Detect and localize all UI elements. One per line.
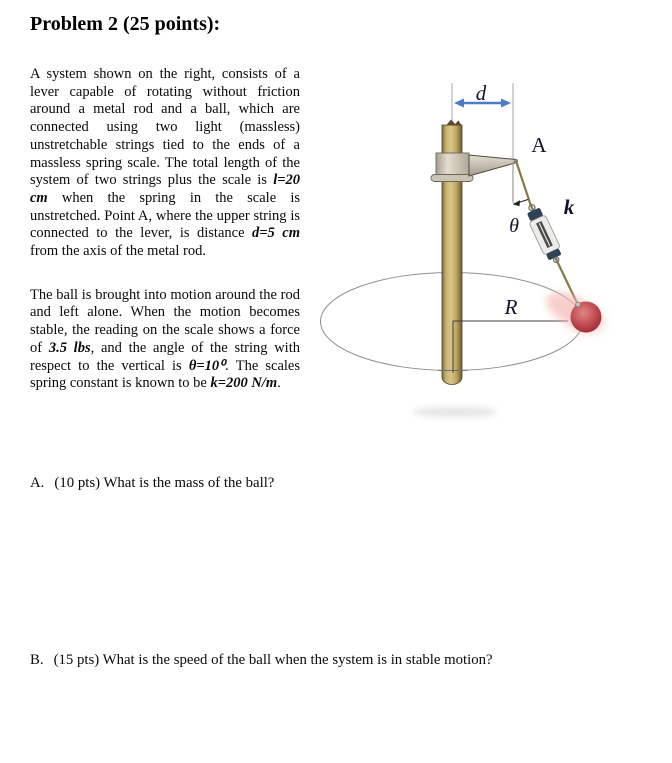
question-b (30, 652, 493, 669)
page-title: Problem 2 (25 points): (30, 13, 221, 35)
problem-description-paragraph-1 (30, 66, 300, 261)
value-scale-force: 3.5 lbs (48, 339, 91, 356)
para1-text-1: A system shown on the right, consists of a lever capable of rotating without friction around a metal rod and a ball, which are connected using two light (massless) unstretchable strings tied to the ends of a massless spring scale. The total length of the system of two strings plus the scale is (30, 66, 300, 189)
value-lever-distance: d=5 cm (252, 225, 300, 242)
rod-shadow (413, 407, 497, 418)
question-a-label: A. (30, 475, 45, 491)
rotating-collar (436, 153, 469, 177)
spring-scale (523, 201, 566, 266)
problem-description-paragraph-2 (30, 287, 300, 393)
question-a (30, 475, 274, 492)
system-figure (315, 60, 672, 430)
para1-text-2: when the spring in the scale is unstretched. Point A, where the upper string is connected to the lever, is distance (30, 189, 300, 242)
question-b-label: B. (30, 652, 44, 668)
para2-text-1: The ball is brought into motion around the rod and left alone. When the motion becomes stable, the reading on the scale shows a force of (30, 286, 300, 356)
question-b-text: (15 pts) What is the speed of the ball when the system is in stable motion? (53, 652, 493, 668)
ball (571, 302, 602, 333)
label-a: A (531, 133, 547, 157)
para2-text-4: . (277, 375, 281, 392)
angle-arrow (513, 200, 529, 207)
value-angle: θ=10⁰ (188, 357, 225, 374)
system-figure-svg (315, 60, 672, 430)
value-total-length: l=20 cm (30, 172, 300, 206)
label-d: d (475, 81, 487, 105)
para2-text-3: . The scales spring constant is known to be (30, 357, 300, 392)
lever-arm (469, 155, 516, 176)
label-k: k (563, 195, 575, 219)
para2-text-2: , and the angle of the string with respect to the vertical is (30, 339, 300, 374)
problem-text-column (30, 66, 300, 419)
collar-flange (431, 175, 473, 182)
label-r: R (504, 295, 518, 319)
string-knot (576, 302, 581, 307)
para1-text-3: from the axis of the metal rod. (30, 243, 206, 260)
rod-top-notch (446, 120, 462, 126)
value-spring-constant: k=200 N/m (210, 375, 278, 392)
label-theta: θ (509, 215, 519, 237)
question-a-text: (10 pts) What is the mass of the ball? (54, 475, 275, 491)
